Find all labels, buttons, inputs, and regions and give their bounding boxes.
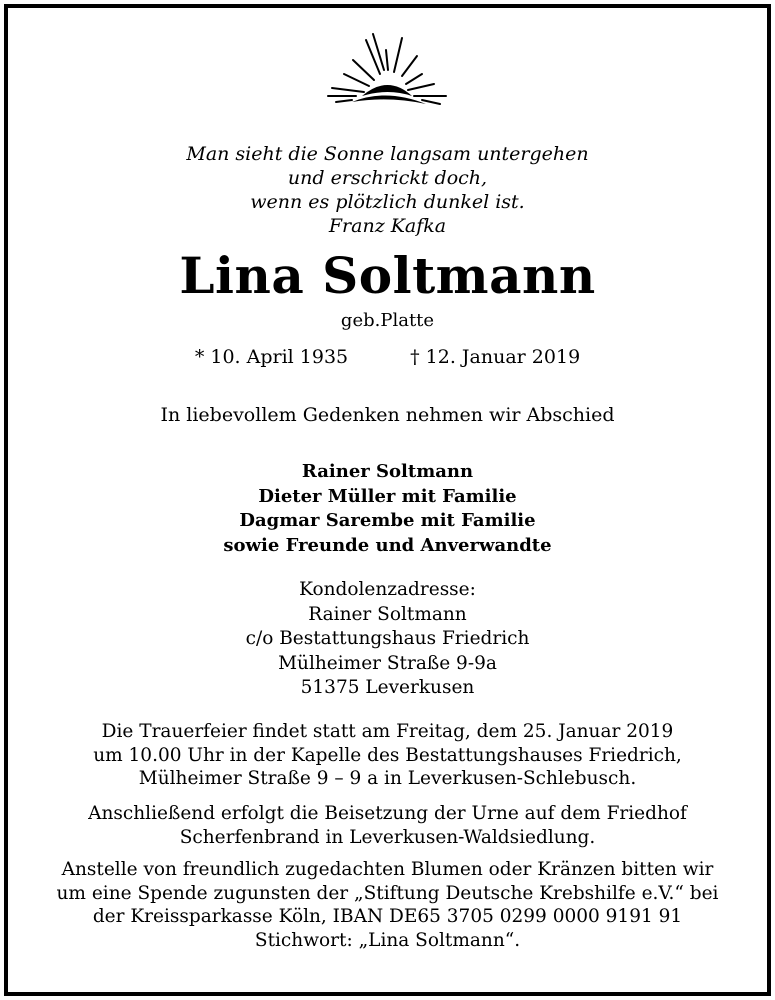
death-date: † 12. Januar 2019 bbox=[410, 346, 581, 368]
service-line: um 10.00 Uhr in der Kapelle des Bestattungshauses Friedrich, bbox=[93, 744, 682, 766]
quote-author: Franz Kafka bbox=[328, 215, 447, 237]
farewell-text: In liebevollem Gedenken nehmen wir Abschied bbox=[160, 404, 615, 426]
sunset-icon bbox=[322, 30, 452, 112]
address-line: Mülheimer Straße 9-9a bbox=[278, 652, 497, 674]
deceased-name: Lina Soltmann bbox=[179, 246, 596, 305]
mourner-name: Dieter Müller mit Familie bbox=[258, 485, 517, 507]
address-line: Rainer Soltmann bbox=[308, 603, 467, 625]
service-line: Mülheimer Straße 9 – 9 a in Leverkusen-Schlebusch. bbox=[138, 768, 637, 789]
quote-line: und erschrickt doch, bbox=[287, 167, 488, 189]
donation-line: Anstelle von freundlich zugedachten Blumen oder Kränzen bitten wir bbox=[61, 859, 714, 880]
life-dates bbox=[8, 344, 767, 370]
condolence-address bbox=[8, 578, 767, 701]
service-paragraph bbox=[8, 720, 767, 791]
donation-line: um eine Spende zugunsten der „Stiftung Deutsche Krebshilfe e.V.“ bei bbox=[56, 882, 719, 904]
service-line: Die Trauerfeier findet statt am Freitag, dem 25. Januar 2019 bbox=[101, 721, 674, 742]
burial-line: Anschließend erfolgt die Beisetzung der Urne auf dem Friedhof bbox=[88, 803, 687, 824]
mourner-name: Rainer Soltmann bbox=[301, 461, 474, 482]
address-heading: Kondolenzadresse: bbox=[299, 579, 476, 600]
birth-date: * 10. April 1935 bbox=[194, 346, 349, 368]
quote-line: Man sieht die Sonne langsam untergehen bbox=[186, 143, 589, 165]
maiden-name: geb.Platte bbox=[340, 310, 435, 331]
address-line: 51375 Leverkusen bbox=[300, 677, 475, 698]
burial-line: Scherfenbrand in Leverkusen-Waldsiedlung. bbox=[179, 826, 596, 848]
quote-line: wenn es plötzlich dunkel ist. bbox=[250, 191, 525, 213]
mourners-list bbox=[8, 460, 767, 558]
mourner-name: sowie Freunde und Anverwandte bbox=[223, 534, 552, 556]
burial-paragraph bbox=[8, 802, 767, 849]
mourner-name: Dagmar Sarembe mit Familie bbox=[239, 510, 536, 531]
donation-line: der Kreissparkasse Köln, IBAN DE65 3705 0299 0000 9191 91 bbox=[92, 906, 683, 927]
address-line: c/o Bestattungshaus Friedrich bbox=[245, 628, 530, 649]
donation-line: Stichwort: „Lina Soltmann“. bbox=[254, 929, 521, 951]
kafka-quote bbox=[8, 142, 767, 238]
donation-paragraph bbox=[8, 858, 767, 952]
